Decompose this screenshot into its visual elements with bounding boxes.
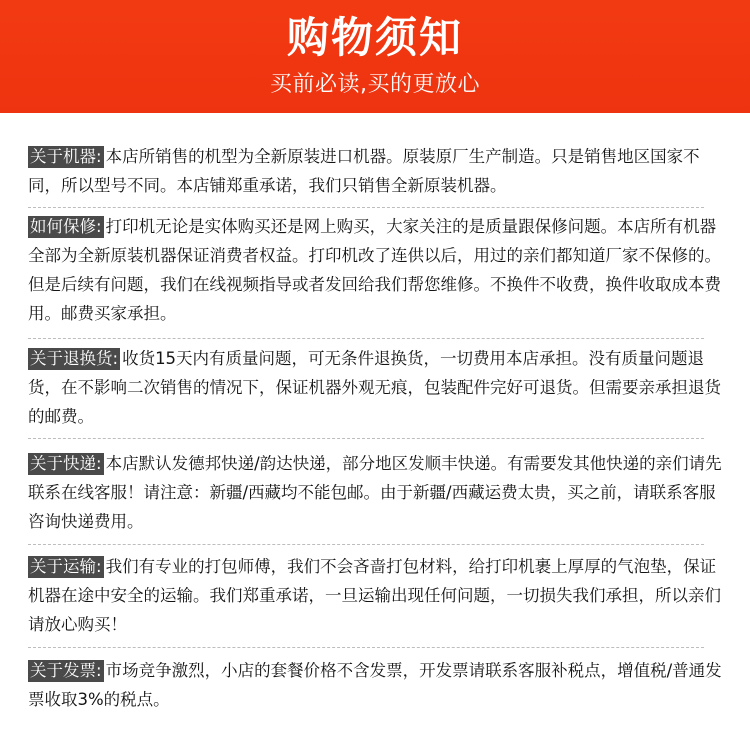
section-text: 市场竞争激烈，小店的套餐价格不含发票，开发票请联系客服补税点，增值税/普通发票收取3%的税点。 bbox=[28, 661, 722, 709]
section-invoice bbox=[28, 656, 722, 714]
section-divider bbox=[28, 438, 704, 439]
page-title: 购物须知 bbox=[286, 13, 463, 62]
section-divider bbox=[28, 338, 704, 339]
section-divider bbox=[28, 544, 704, 545]
section-label: 关于机器: bbox=[30, 147, 102, 166]
section-text: 本店所销售的机型为全新原装进口机器。原装原厂生产制造。只是销售地区国家不同，所以型号不同。本店铺郑重承诺，我们只销售全新原装机器。 bbox=[28, 147, 700, 195]
section-label: 关于退换货: bbox=[30, 349, 119, 368]
notice-content bbox=[0, 113, 750, 747]
section-label: 关于发票: bbox=[30, 661, 102, 680]
page-header bbox=[0, 0, 750, 113]
section-machine bbox=[28, 142, 722, 200]
section-shipping bbox=[28, 449, 722, 536]
section-warranty bbox=[28, 212, 722, 328]
section-divider bbox=[28, 647, 704, 648]
section-text: 收货15天内有质量问题，可无条件退换货，一切费用本店承担。没有质量问题退货，在不影响二次销售的情况下，保证机器外观无痕，包装配件完好可退货。但需要亲承担退货的邮费。 bbox=[28, 349, 721, 426]
page-subtitle: 买前必读,买的更放心 bbox=[270, 72, 480, 97]
section-returns bbox=[28, 344, 722, 431]
section-transport bbox=[28, 552, 722, 639]
section-label: 关于快递: bbox=[30, 454, 102, 473]
section-text: 我们有专业的打包师傅，我们不会吝啬打包材料，给打印机裹上厚厚的气泡垫，保证机器在途中安全的运输。我们郑重承诺，一旦运输出现任何问题，一切损失我们承担，所以亲们请放心购买！ bbox=[28, 557, 721, 634]
section-text: 本店默认发德邦快递/韵达快递，部分地区发顺丰快递。有需要发其他快递的亲们请先联系在线客服！请注意：新疆/西藏均不能包邮。由于新疆/西藏运费太贵，买之前，请联系客服咨询快递费用。 bbox=[28, 454, 722, 531]
section-label: 如何保修: bbox=[30, 217, 102, 236]
section-text: 打印机无论是实体购买还是网上购买，大家关注的是质量跟保修问题。本店所有机器全部为全新原装机器保证消费者权益。打印机改了连供以后，用过的亲们都知道厂家不保修的。但是后续有问题，我们在线视频指导或者发回给我们帮您维修。不换件不收费，换件收取成本费用。邮费买家承担。 bbox=[28, 217, 721, 323]
section-label: 关于运输: bbox=[30, 557, 102, 576]
section-divider bbox=[28, 207, 704, 208]
